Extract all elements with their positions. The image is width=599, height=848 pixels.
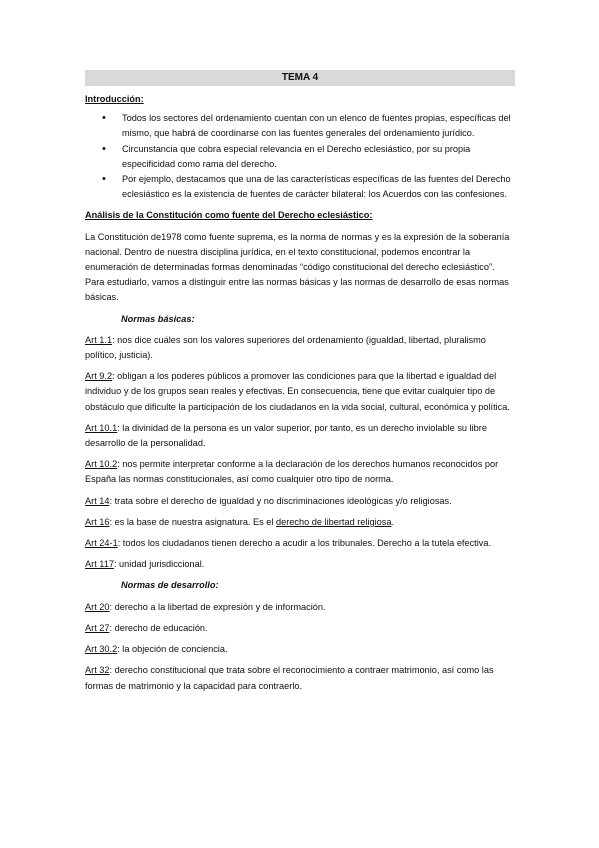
- intro-bullet-list: [85, 111, 515, 202]
- article-text: : derecho a la libertad de expresión y de información.: [109, 601, 326, 612]
- basic-article: [85, 536, 515, 551]
- article-text: : nos permite interpretar conforme a la declaración de los derechos humanos reconocidos por España las normas constitucionales, así como cualquier otro tipo de norma.: [85, 459, 499, 485]
- article-reference: Art 14: [85, 495, 110, 506]
- article-reference: Art 16: [85, 516, 110, 527]
- article-text: : derecho constitucional que trata sobre el reconocimiento a contraer matrimonio, así como las formas de matrimonio y la capacidad para contraerlo.: [85, 665, 494, 691]
- article-reference: Art 24-1: [85, 538, 118, 549]
- article-reference: Art 1.1: [85, 334, 113, 345]
- development-article: [85, 642, 515, 657]
- basic-articles-list: [85, 333, 515, 573]
- bullet-item: • Todos los sectores del ordenamiento cuentan con un elenco de fuentes propias, específicas del mismo, que habrá de coordinarse con las fuentes generales del ordenamiento jurídico.: [122, 111, 515, 141]
- article-text: : todos los ciudadanos tienen derecho a acudir a los tribunales. Derecho a la tutela efectiva.: [117, 538, 492, 549]
- basic-article: [85, 421, 515, 451]
- bullet-item: • Circunstancia que cobra especial relevancia en el Derecho eclesiástico, por su propia especificidad como rama del derecho.: [122, 142, 515, 172]
- development-article: [85, 621, 515, 636]
- article-emphasis: derecho de libertad religiosa: [276, 516, 392, 527]
- article-reference: Art 20: [85, 601, 110, 612]
- article-text: : trata sobre el derecho de igualdad y no discriminaciones ideológicas y/o religiosas.: [109, 495, 452, 506]
- development-article: [85, 600, 515, 615]
- article-reference: Art 32: [85, 665, 110, 676]
- basic-article: [85, 557, 515, 572]
- basic-article: [85, 333, 515, 363]
- basic-article: [85, 515, 515, 530]
- development-articles-list: [85, 600, 515, 694]
- article-text: : la divinidad de la persona es un valor superior, por tanto, es un derecho inviolable su libre desarrollo de la personalidad.: [85, 422, 487, 449]
- article-text: : unidad jurisdiccional.: [113, 559, 205, 570]
- article-reference: Art 9.2: [85, 371, 113, 382]
- article-text: : es la base de nuestra asignatura. Es el: [109, 516, 277, 527]
- basic-norms-heading: Normas básicas:: [121, 313, 195, 324]
- basic-article: [85, 494, 515, 509]
- intro-heading: Introducción:: [85, 94, 144, 104]
- analysis-paragraph: La Constitución de1978 como fuente suprema, es la norma de normas y es la expresión de la soberanía nacional. Dentro de nuestra disciplina jurídica, en el texto constitucional, podemos encontrar la enumeración de determinadas formas denominadas “código constitucional del derecho eclesiástico”. Para estudiarlo, vamos a distinguir entre las normas básicas y las normas de desarrollo de esas normas básicas.: [85, 231, 510, 303]
- analysis-heading: Análisis de la Constitución como fuente del Derecho eclesiástico:: [85, 210, 373, 221]
- development-article: [85, 663, 515, 693]
- article-text: : nos dice cuáles son los valores superiores del ordenamiento (igualdad, libertad, pluralismo político, justicia).: [85, 334, 486, 361]
- article-reference: Art 10.1: [85, 422, 118, 433]
- article-reference: Art 30.2: [85, 644, 118, 655]
- document-page: [85, 70, 515, 700]
- article-text: : obligan a los poderes públicos a promover las condiciones para que la libertad e igualdad del individuo y de los grupos sean reales y efectivas. En consecuencia, tiene que evitar cualquier tipo de obstáculo que dificulte la participación de los ciudadanos en la vida social, cultural, económica y política.: [85, 371, 510, 412]
- article-text: : la objeción de conciencia.: [117, 644, 228, 655]
- development-norms-heading: Normas de desarrollo:: [121, 580, 219, 591]
- article-reference: Art 10.2: [85, 459, 118, 470]
- article-reference: Art 27: [85, 622, 110, 633]
- article-reference: Art 117: [85, 559, 114, 570]
- bullet-item: • Por ejemplo, destacamos que una de las características específicas de las fuentes del Derecho eclesiástico es la existencia de fuentes de carácter bilateral: los Acuerdos con las confesiones.: [122, 172, 515, 202]
- article-text: : derecho de educación.: [109, 622, 208, 633]
- article-text-tail: .: [391, 516, 395, 527]
- page-title: TEMA 4: [85, 70, 515, 86]
- basic-article: [85, 369, 515, 415]
- basic-article: [85, 457, 515, 487]
